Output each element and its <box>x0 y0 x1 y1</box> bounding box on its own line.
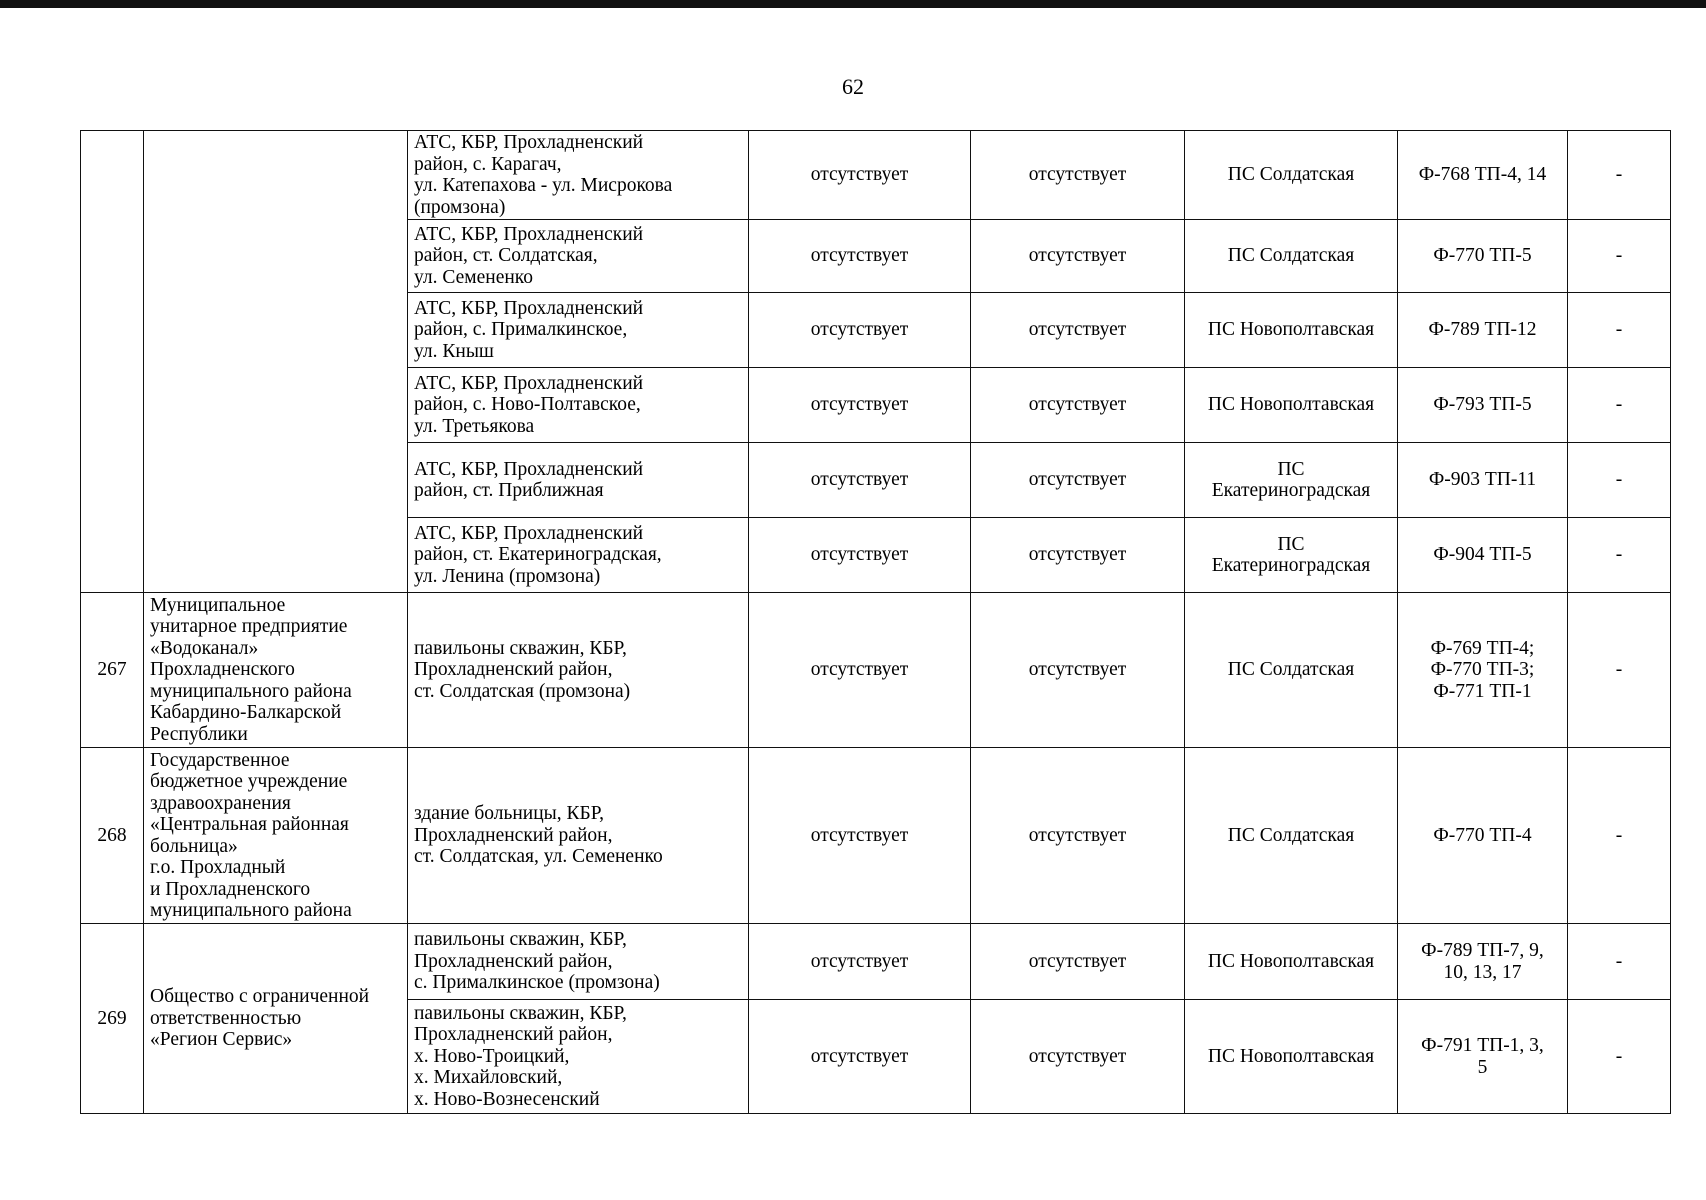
row-number-cell: 267 <box>81 593 144 748</box>
status-cell: отсутствует <box>971 1000 1185 1114</box>
row-number-cell <box>81 131 144 593</box>
dash-cell: - <box>1568 368 1671 443</box>
organization-cell: Муниципальное унитарное предприятие «Водоканал» Прохладненского муниципального района Кабардино-Балкарской Республики <box>144 593 408 748</box>
substation-cell: ПС Новополтавская <box>1185 1000 1398 1114</box>
address-cell: здание больницы, КБР, Прохладненский район, ст. Солдатская, ул. Семененко <box>408 748 749 924</box>
status-cell: отсутствует <box>749 443 971 518</box>
address-cell: АТС, КБР, Прохладненский район, с. Ново-Полтавское, ул. Третьякова <box>408 368 749 443</box>
status-cell: отсутствует <box>971 748 1185 924</box>
feeder-cell: Ф-769 ТП-4; Ф-770 ТП-3; Ф-771 ТП-1 <box>1398 593 1568 748</box>
dash-cell: - <box>1568 748 1671 924</box>
feeder-cell: Ф-791 ТП-1, 3, 5 <box>1398 1000 1568 1114</box>
table-row <box>81 593 1671 748</box>
dash-cell: - <box>1568 1000 1671 1114</box>
dash-cell: - <box>1568 443 1671 518</box>
status-cell: отсутствует <box>971 593 1185 748</box>
address-cell: павильоны скважин, КБР, Прохладненский район, с. Прималкинское (промзона) <box>408 924 749 1000</box>
dash-cell: - <box>1568 518 1671 593</box>
substation-cell: ПС Новополтавская <box>1185 368 1398 443</box>
address-cell: АТС, КБР, Прохладненский район, ст. Екатериноградская, ул. Ленина (промзона) <box>408 518 749 593</box>
status-cell: отсутствует <box>971 368 1185 443</box>
facilities-table <box>80 130 1671 1114</box>
substation-cell: ПС Новополтавская <box>1185 293 1398 368</box>
dash-cell: - <box>1568 293 1671 368</box>
organization-cell <box>144 131 408 593</box>
feeder-cell: Ф-789 ТП-7, 9, 10, 13, 17 <box>1398 924 1568 1000</box>
table-row <box>81 924 1671 1000</box>
dash-cell: - <box>1568 593 1671 748</box>
substation-cell: ПС Екатериноградская <box>1185 443 1398 518</box>
substation-cell: ПС Солдатская <box>1185 220 1398 293</box>
substation-cell: ПС Солдатская <box>1185 131 1398 220</box>
organization-cell: Общество с ограниченной ответственностью «Регион Сервис» <box>144 924 408 1114</box>
feeder-cell: Ф-904 ТП-5 <box>1398 518 1568 593</box>
row-number-cell: 269 <box>81 924 144 1114</box>
substation-cell: ПС Екатериноградская <box>1185 518 1398 593</box>
address-cell: АТС, КБР, Прохладненский район, с. Карагач, ул. Катепахова - ул. Мисрокова (промзона) <box>408 131 749 220</box>
feeder-cell: Ф-768 ТП-4, 14 <box>1398 131 1568 220</box>
status-cell: отсутствует <box>749 924 971 1000</box>
status-cell: отсутствует <box>971 131 1185 220</box>
row-number-cell: 268 <box>81 748 144 924</box>
feeder-cell: Ф-770 ТП-5 <box>1398 220 1568 293</box>
page-number: 62 <box>842 74 864 99</box>
dash-cell: - <box>1568 220 1671 293</box>
status-cell: отсутствует <box>971 293 1185 368</box>
status-cell: отсутствует <box>749 593 971 748</box>
status-cell: отсутствует <box>971 220 1185 293</box>
feeder-cell: Ф-789 ТП-12 <box>1398 293 1568 368</box>
status-cell: отсутствует <box>971 924 1185 1000</box>
substation-cell: ПС Новополтавская <box>1185 924 1398 1000</box>
address-cell: павильоны скважин, КБР, Прохладненский район, ст. Солдатская (промзона) <box>408 593 749 748</box>
feeder-cell: Ф-793 ТП-5 <box>1398 368 1568 443</box>
dash-cell: - <box>1568 131 1671 220</box>
address-cell: павильоны скважин, КБР, Прохладненский район, х. Ново-Троицкий, х. Михайловский, х. Ново-Вознесенский <box>408 1000 749 1114</box>
feeder-cell: Ф-770 ТП-4 <box>1398 748 1568 924</box>
status-cell: отсутствует <box>971 518 1185 593</box>
status-cell: отсутствует <box>749 220 971 293</box>
address-cell: АТС, КБР, Прохладненский район, с. Прималкинское, ул. Кныш <box>408 293 749 368</box>
table-row <box>81 131 1671 220</box>
substation-cell: ПС Солдатская <box>1185 748 1398 924</box>
dash-cell: - <box>1568 924 1671 1000</box>
feeder-cell: Ф-903 ТП-11 <box>1398 443 1568 518</box>
status-cell: отсутствует <box>971 443 1185 518</box>
address-cell: АТС, КБР, Прохладненский район, ст. Приближная <box>408 443 749 518</box>
status-cell: отсутствует <box>749 748 971 924</box>
organization-cell: Государственное бюджетное учреждение здравоохранения «Центральная районная больница» г.о. Прохладный и Прохладненского муниципального района <box>144 748 408 924</box>
status-cell: отсутствует <box>749 293 971 368</box>
status-cell: отсутствует <box>749 368 971 443</box>
substation-cell: ПС Солдатская <box>1185 593 1398 748</box>
status-cell: отсутствует <box>749 1000 971 1114</box>
address-cell: АТС, КБР, Прохладненский район, ст. Солдатская, ул. Семененко <box>408 220 749 293</box>
scan-top-edge <box>0 0 1706 8</box>
status-cell: отсутствует <box>749 518 971 593</box>
table-row <box>81 748 1671 924</box>
status-cell: отсутствует <box>749 131 971 220</box>
